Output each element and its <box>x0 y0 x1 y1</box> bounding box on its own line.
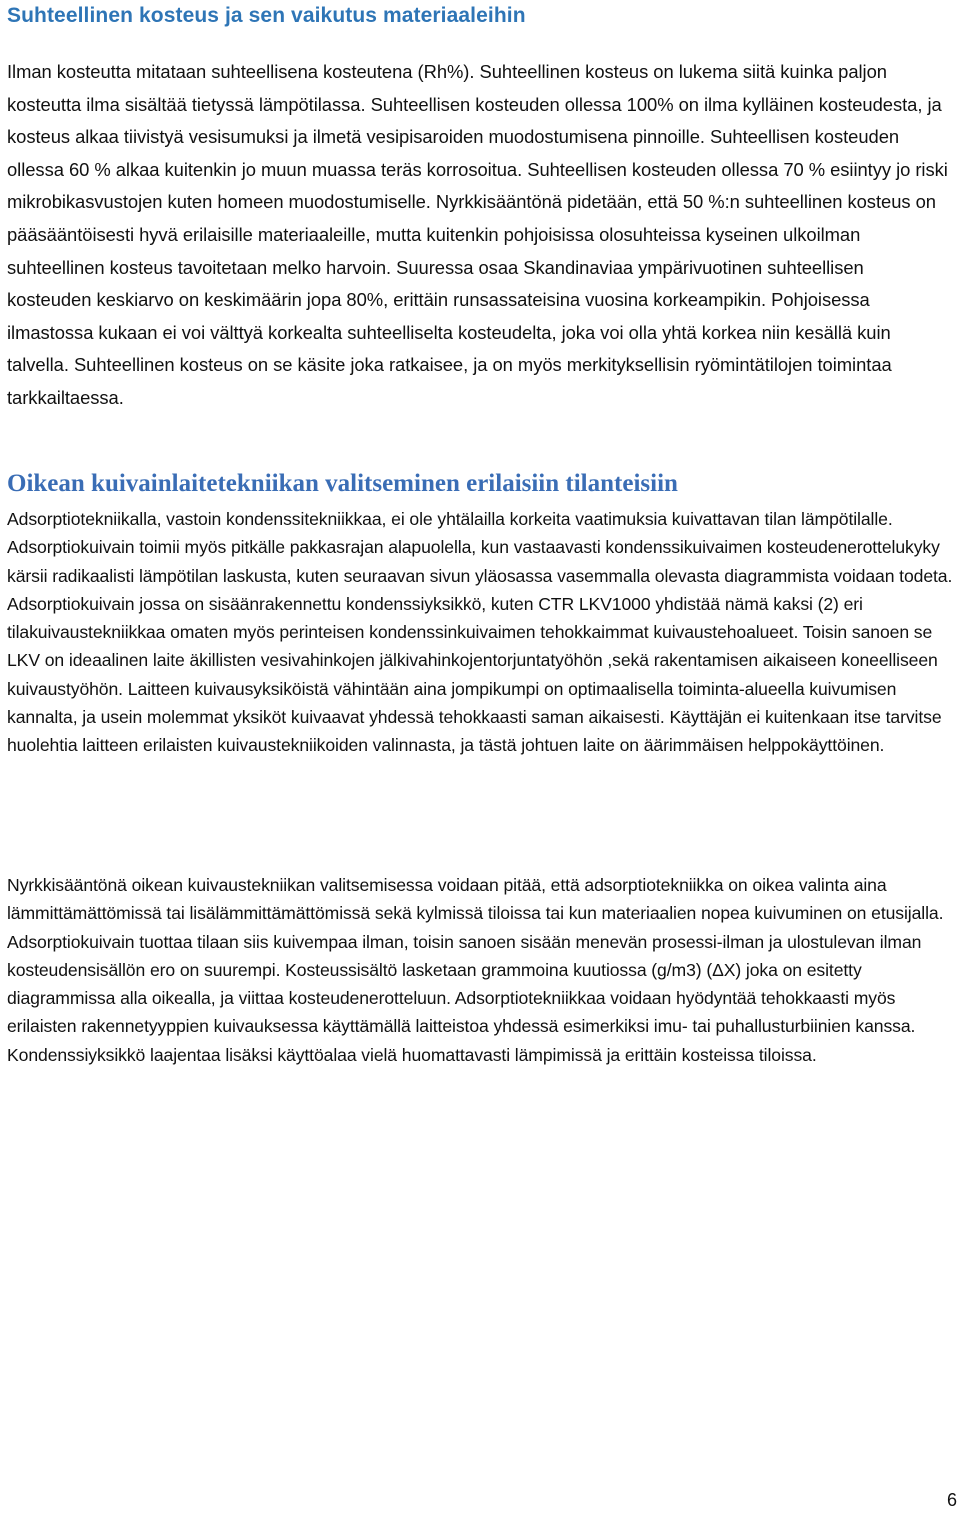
paragraph-relative-humidity: Ilman kosteutta mitataan suhteellisena kosteutena (Rh%). Suhteellinen kosteus on lukema siitä kuinka paljon kosteutta ilma sisältää tietyssä lämpötilassa. Suhteellisen kosteuden ollessa 100% on ilma kylläinen kosteudesta, ja kosteus alkaa tiivistyä vesisumuksi ja ilmetä vesipisaroiden muodostumisena pinnoille. Suhteellisen kosteuden ollessa 60 % alkaa kuitenkin jo muun muassa teräs korrosoitua. Suhteellisen kosteuden ollessa 70 % esiintyy jo riski mikrobikasvustojen kuten homeen muodostumiselle. Nyrkkisääntönä pidetään, että 50 %:n suhteellinen kosteus on pääsääntöisesti hyvä erilaisille materiaaleille, mutta kuitenkin pohjoisissa olosuhteissa kyseinen ulkoilman suhteellinen kosteus tavoitetaan melko harvoin. Suuressa osaa Skandinaviaa ympärivuotinen suhteellisen kosteuden keskiarvo on keskimäärin jopa 80%, erittäin runsassateisina vuosina korkeampikin. Pohjoisessa ilmastossa kukaan ei voi välttyä korkealta suhteelliselta kosteudelta, joka voi olla yhtä korkea niin kesällä kuin talvella. Suhteellinen kosteus on se käsite joka ratkaisee, ja on myös merkityksellisin ryömintätilojen toimintaa tarkkailtaessa. <box>7 61 948 408</box>
page-number: 6 <box>946 1490 957 1510</box>
paragraph-adsorption-technology: Adsorptiotekniikalla, vastoin kondenssitekniikkaa, ei ole yhtälailla korkeita vaatimuksia kuivattavan tilan lämpötilalle. Adsorptiokuivain toimii myös pitkälle pakkasrajan alapuolella, kun vastaavasti kondenssikuivaimen kosteudenerottelukyky kärsii radikaalisti lämpötilan laskusta, kuten seuraavan sivun yläosassa vasemmalla olevasta diagrammista voidaan todeta. Adsorptiokuivain jossa on sisäänrakennettu kondenssiyksikkö, kuten CTR LKV1000 yhdistää nämä kaksi (2) eri tilakuivaustekniikkaa omaten myös perinteisen kondenssinkuivaimen tehokkaimmat kuivaustehoalueet. Toisin sanoen se LKV on ideaalinen laite äkillisten vesivahinkojen jälkivahinkojentorjuntatyöhön ,sekä rakentamisen aikaiseen koneelliseen kuivaustyöhön. Laitteen kuivausyksiköistä vähintään aina jompikumpi on optimaalisella toiminta-alueella kuivumisen kannalta, ja usein molemmat yksiköt kuivaavat yhdessä tehokkaasti saman aikaisesti. Käyttäjän ei kuitenkaan itse tarvitse huolehtia laitteen erilaisten kuivaustekniikoiden valinnasta, ja tästä johtuen laite on äärimmäisen helppokäyttöinen. <box>7 509 953 756</box>
paragraph-rule-of-thumb: Nyrkkisääntönä oikean kuivaustekniikan valitsemisessa voidaan pitää, että adsorptiotekniikka on oikea valinta aina lämmittämättömissä tai lisälämmittämättömissä sekä kylmissä tiloissa tai kun materiaalien nopea kuivuminen on etusijalla. Adsorptiokuivain tuottaa tilaan siis kuivempaa ilman, toisin sanoen sisään menevän prosessi-ilman ja ulostulevan ilman kosteudensisällön ero on suurempi. Kosteussisältö lasketaan grammoina kuutiossa (g/m3) (ΔX) joka on esitetty diagrammissa alla oikealla, ja viittaa kosteudenerotteluun. Adsorptiotekniikkaa voidaan hyödyntää tehokkaasti myös erilaisten rakennetyyppien kuivauksessa käyttämällä laitteistoa yhdessä esimerkiksi imu- tai puhallusturbiinien kanssa. Kondenssiyksikkö laajentaa lisäksi käyttöalaa vielä huomattavasti lämpimissä ja erittäin kosteissa tiloissa. <box>7 875 944 1065</box>
section-title-dryer-technology: Oikean kuivainlaitetekniikan valitseminen erilaisiin tilanteisiin <box>7 470 678 497</box>
section-title-relative-humidity: Suhteellinen kosteus ja sen vaikutus materiaaleihin <box>7 4 526 27</box>
document-page <box>7 0 953 1515</box>
